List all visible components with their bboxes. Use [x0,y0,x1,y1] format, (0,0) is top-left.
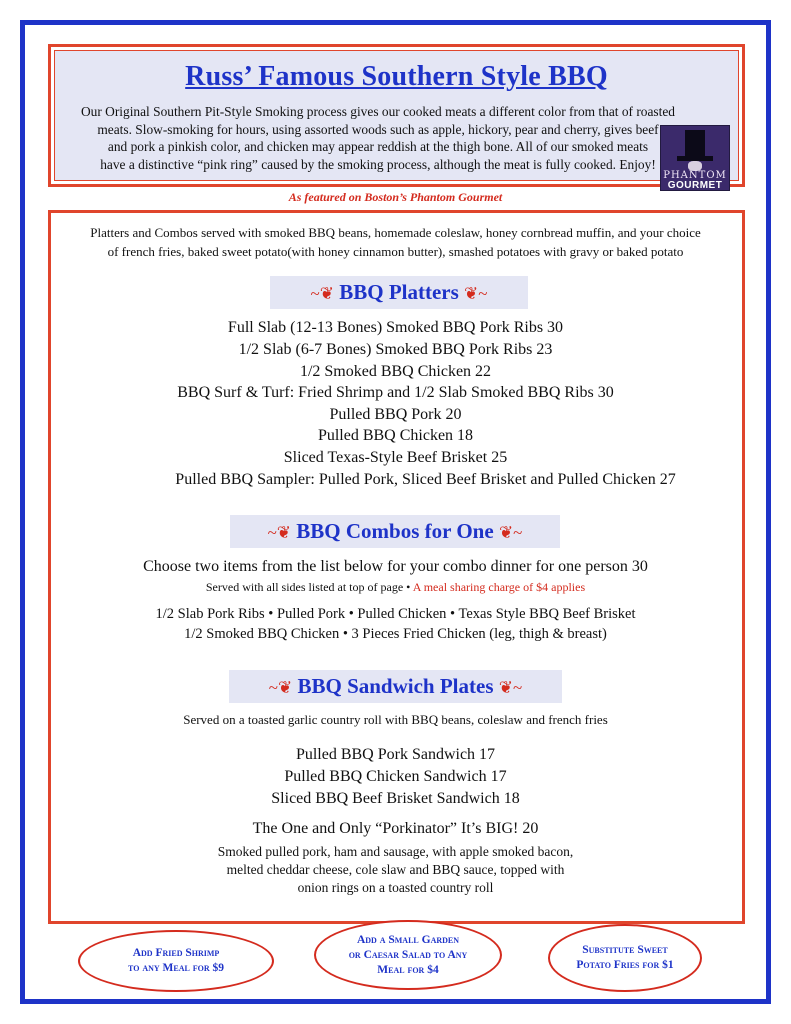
section-heading-sandwiches [229,670,562,703]
addon-line: to any Meal for $9 [128,962,224,974]
sandwich-item: Sliced BBQ Beef Brisket Sandwich 18 [271,790,520,807]
section-heading-text: BBQ Sandwich Plates [297,674,494,698]
combo-served-note [0,580,791,595]
sandwich-item: Pulled BBQ Chicken Sandwich 17 [284,768,507,785]
addon-line: Meal for $4 [377,963,439,976]
top-hat-icon [685,130,705,160]
phantom-gourmet-logo [660,125,730,191]
platter-item: Pulled BBQ Chicken 18 [317,427,474,444]
platter-item: Pulled BBQ Sampler: Pulled Pork, Sliced Beef Brisket and Pulled Chicken 27 [175,471,676,488]
combo-served-text: Served with all sides listed at top of page • [205,580,413,594]
platter-item: Sliced Texas-Style Beef Brisket 25 [283,449,508,466]
ornament-left-icon: ~❦ [310,284,334,303]
addon-line: or Caesar Salad to Any [348,948,468,961]
addon-line: Add Fried Shrimp [132,947,220,959]
porkinator-line: melted cheddar cheese, cole slaw and BBQ sauce, topped with [226,862,565,877]
section-heading-text: BBQ Combos for One [296,519,494,543]
featured-note: As featured on Boston’s Phantom Gourmet [288,190,503,204]
intro-line: have a distinctive “pink ring” caused by the smoking process, although the meat is fully cooked. Enjoy! [100,156,656,172]
ornament-left-icon: ~❦ [268,678,293,697]
header-panel [54,50,739,191]
platter-item: 1/2 Slab (6-7 Bones) Smoked BBQ Pork Ribs 23 [238,341,553,358]
sides-line: Platters and Combos served with smoked BBQ beans, homemade coleslaw, honey cornbread muffin, and your choice [90,225,701,240]
porkinator-title: The One and Only “Porkinator” It’s BIG! 20 [252,820,539,837]
platter-item: BBQ Surf & Turf: Fried Shrimp and 1/2 Slab Smoked BBQ Ribs 30 [177,384,614,401]
porkinator-description [0,843,791,897]
section-heading-combos [230,515,560,548]
platter-item: Pulled BBQ Pork 20 [329,406,462,423]
porkinator-line: onion rings on a toasted country roll [297,880,494,895]
section-heading-text: BBQ Platters [339,280,459,304]
restaurant-title: Russ’ Famous Southern Style BBQ [185,61,608,92]
addon-line: Potato Fries for $1 [576,959,674,971]
porkinator-line: Smoked pulled pork, ham and sausage, with apple smoked bacon, [217,844,574,859]
combo-instructions: Choose two items from the list below for your combo dinner for one person 30 [143,558,648,575]
sharing-charge-note: A meal sharing charge of $4 applies [412,580,586,594]
logo-text-gourmet: GOURMET [667,180,723,191]
ornament-right-icon: ❦~ [464,284,488,303]
intro-line: and pork a pinkish color, and chicken may appear reddish at the thigh bone. All of our smoked meats [107,139,649,154]
platter-item: 1/2 Smoked BBQ Chicken 22 [299,363,492,380]
logo-text-phantom: PHANTOM [663,170,727,181]
addon-small-salad [314,920,502,990]
intro-text [63,103,693,173]
ornament-right-icon: ❦~ [498,678,523,697]
platter-item: Full Slab (12-13 Bones) Smoked BBQ Pork Ribs 30 [227,319,564,336]
intro-line: Our Original Southern Pit-Style Smoking process gives our cooked meats a different color from that of roasted [80,104,676,119]
section-heading-platters [270,276,528,309]
sandwich-served-note: Served on a toasted garlic country roll with BBQ beans, coleslaw and french fries [183,712,608,727]
sides-line: of french fries, baked sweet potato(with honey cinnamon butter), smashed potatoes with gravy or baked potato [107,244,684,259]
addon-line: Add a Small Garden [356,933,460,946]
addon-fried-shrimp [78,930,274,992]
ornament-left-icon: ~❦ [267,523,292,542]
intro-line: meats. Slow-smoking for hours, using assorted woods such as apple, hickory, pear and cherry, gives beef [97,121,659,137]
sandwich-item: Pulled BBQ Pork Sandwich 17 [295,746,496,763]
combo-options: 1/2 Smoked BBQ Chicken • 3 Pieces Fried Chicken (leg, thigh & breast) [184,626,607,642]
ornament-right-icon: ❦~ [498,523,523,542]
combo-options: 1/2 Slab Pork Ribs • Pulled Pork • Pulled Chicken • Texas Style BBQ Beef Brisket [155,606,636,622]
header-box [48,44,745,191]
addon-line: Substitute Sweet [582,944,668,956]
sides-note [0,223,791,261]
addon-sweet-potato-fries [548,924,702,992]
